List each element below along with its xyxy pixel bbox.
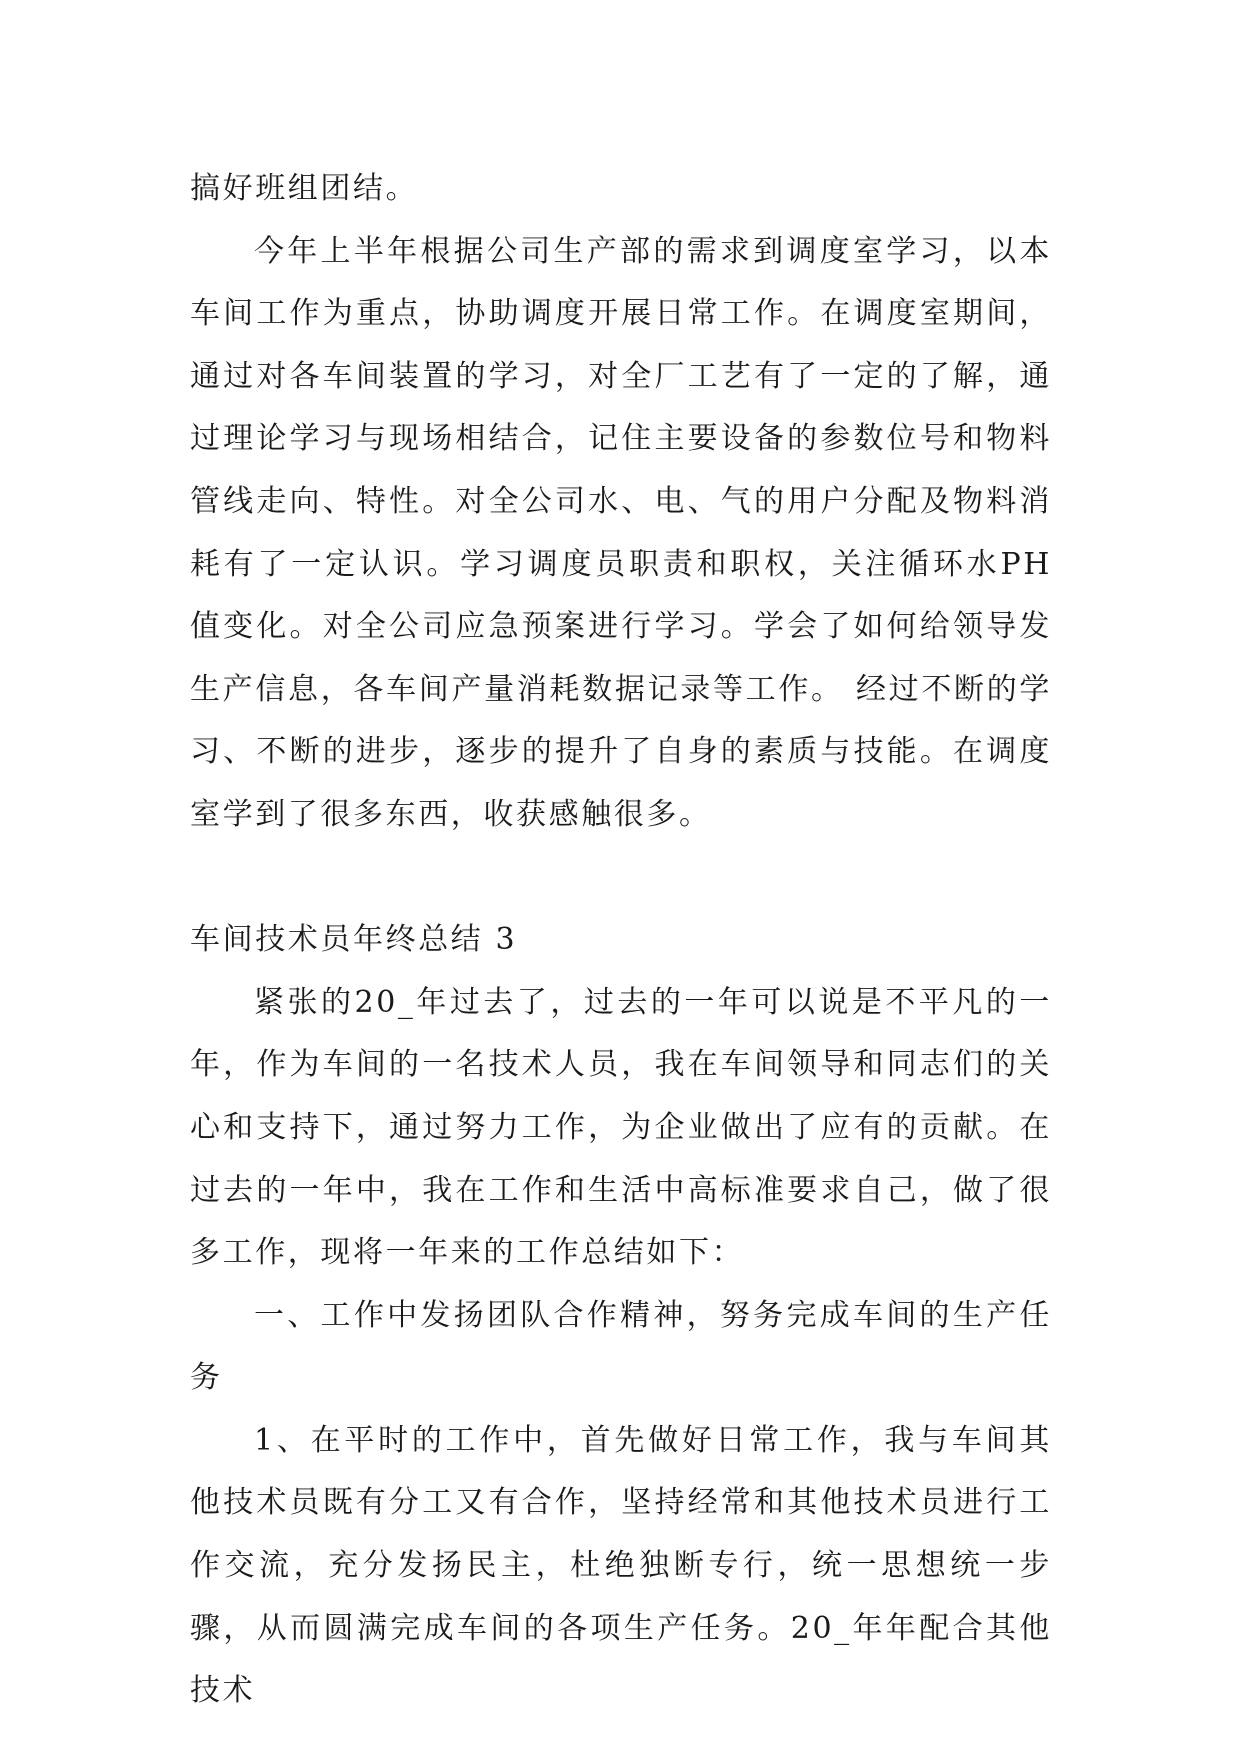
document-body: [190, 158, 1052, 1723]
paragraph-item-one-title: 一、工作中发扬团队合作精神，努务完成车间的生产任务: [190, 1297, 1052, 1396]
paragraph-team-unity: 搞好班组团结。: [190, 171, 419, 206]
paragraph-item-one-detail: 1、在平时的工作中，首先做好日常工作，我与车间其他技术员既有分工又有合作，坚持经常和其他技术员进行工作交流，充分发扬民主，杜绝独断专行，统一思想统一步骤，从而圆满完成车间的各项生产任务。20_年年配合其他技术: [190, 1422, 1052, 1709]
paragraph-dispatch-study: 今年上半年根据公司生产部的需求到调度室学习，以本车间工作为重点，协助调度开展日常工作。在调度室期间，通过对各车间装置的学习，对全厂工艺有了一定的了解，通过理论学习与现场相结合，记住主要设备的参数位号和物料管线走向、特性。对全公司水、电、气的用户分配及物料消耗有了一定认识。学习调度员职责和职权，关注循环水PH值变化。对全公司应急预案进行学习。学会了如何给领导发生产信息，各车间产量消耗数据记录等工作。 经过不断的学习、不断的进步，逐步的提升了自身的素质与技能。在调度室学到了很多东西，收获感触很多。: [190, 233, 1052, 832]
section-gap: [190, 847, 1052, 910]
paragraph-year-intro: 紧张的20_年过去了，过去的一年可以说是不平凡的一年，作为车间的一名技术人员，我在车间领导和同志们的关心和支持下，通过努力工作，为企业做出了应有的贡献。在过去的一年中，我在工作和生活中高标准要求自己，做了很多工作，现将一年来的工作总结如下：: [190, 984, 1052, 1271]
section-heading: 车间技术员年终总结 3: [190, 922, 518, 958]
